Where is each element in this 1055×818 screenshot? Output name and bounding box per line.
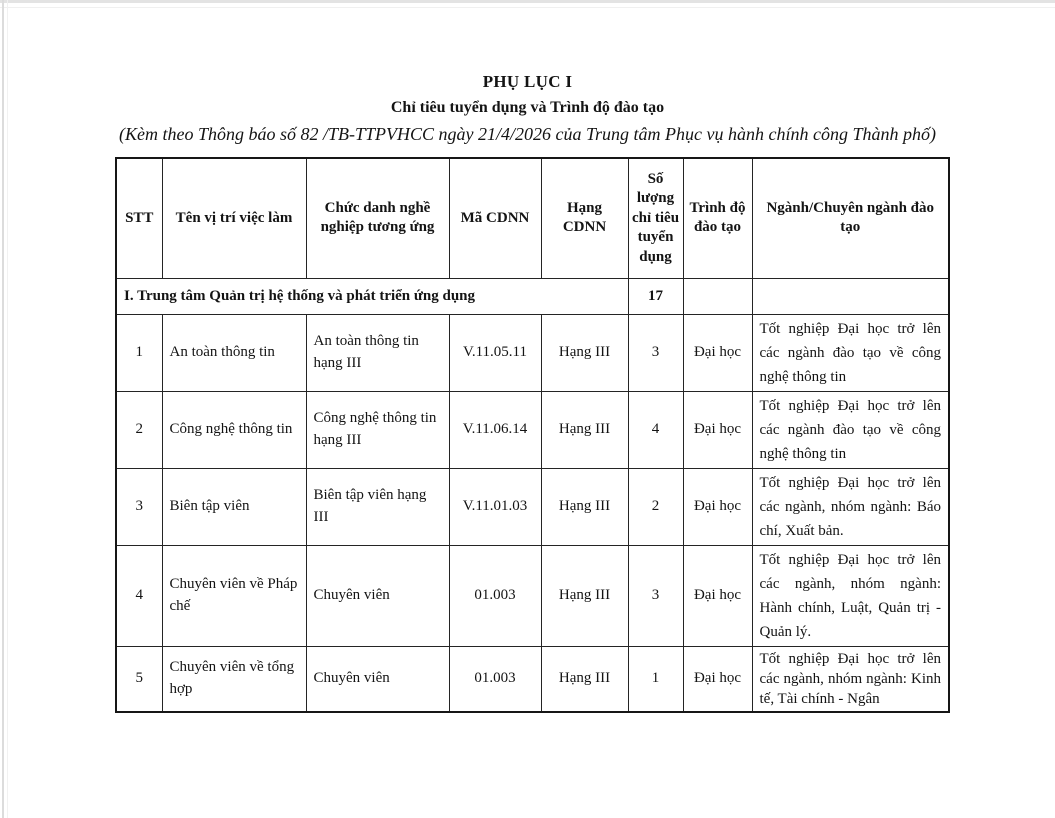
cell-rank: Hạng III (541, 314, 628, 391)
cell-quota: 3 (628, 545, 683, 646)
cell-quota: 3 (628, 314, 683, 391)
cell-quota: 4 (628, 391, 683, 468)
cell-level: Đại học (683, 314, 752, 391)
header-cell-level: Trình độ đào tạo (683, 158, 752, 278)
cell-stt: 4 (116, 545, 162, 646)
cell-stt: 3 (116, 468, 162, 545)
cell-major: Tốt nghiệp Đại học trở lên các ngành đào tạo về công nghệ thông tin (752, 391, 949, 468)
cell-rank: Hạng III (541, 391, 628, 468)
header-cell-rank: Hạng CDNN (541, 158, 628, 278)
cell-quota: 2 (628, 468, 683, 545)
section-row (116, 278, 949, 314)
table-row (116, 391, 949, 468)
header-cell-position: Tên vị trí việc làm (162, 158, 306, 278)
table-header-row (116, 158, 949, 278)
cell-title: Biên tập viên hạng III (306, 468, 449, 545)
header-cell-major: Ngành/Chuyên ngành đào tạo (752, 158, 949, 278)
cell-code: V.11.06.14 (449, 391, 541, 468)
title-block (0, 72, 1055, 145)
cell-title: Công nghệ thông tin hạng III (306, 391, 449, 468)
cell-major: Tốt nghiệp Đại học trở lên các ngành, nhóm ngành: Hành chính, Luật, Quản trị - Quản lý. (752, 545, 949, 646)
table-row (116, 468, 949, 545)
cell-position: An toàn thông tin (162, 314, 306, 391)
section-empty-level (683, 278, 752, 314)
cell-stt: 1 (116, 314, 162, 391)
header-cell-code: Mã CDNN (449, 158, 541, 278)
recruitment-table (115, 157, 950, 713)
cell-rank: Hạng III (541, 468, 628, 545)
cell-position: Chuyên viên về tổng hợp (162, 646, 306, 712)
section-empty-major (752, 278, 949, 314)
cell-level: Đại học (683, 646, 752, 712)
cell-rank: Hạng III (541, 545, 628, 646)
cell-code: V.11.01.03 (449, 468, 541, 545)
cell-rank: Hạng III (541, 646, 628, 712)
cell-stt: 5 (116, 646, 162, 712)
cell-level: Đại học (683, 468, 752, 545)
header-cell-title: Chức danh nghề nghiệp tương ứng (306, 158, 449, 278)
table-row (116, 646, 949, 712)
cell-position: Biên tập viên (162, 468, 306, 545)
page-note: (Kèm theo Thông báo số 82 /TB-TTPVHCC ngày 21/4/2026 của Trung tâm Phục vụ hành chính công Thành phố) (119, 124, 936, 144)
section-label: I. Trung tâm Quản trị hệ thống và phát triển ứng dụng (116, 278, 628, 314)
cell-major: Tốt nghiệp Đại học trở lên các ngành đào tạo về công nghệ thông tin (752, 314, 949, 391)
cell-level: Đại học (683, 391, 752, 468)
cell-major: Tốt nghiệp Đại học trở lên các ngành, nhóm ngành: Kinh tế, Tài chính - Ngân (752, 646, 949, 712)
header-cell-quota: Số lượng chỉ tiêu tuyển dụng (628, 158, 683, 278)
cell-code: 01.003 (449, 646, 541, 712)
table-row (116, 314, 949, 391)
cell-quota: 1 (628, 646, 683, 712)
cell-title: Chuyên viên (306, 646, 449, 712)
table-row (116, 545, 949, 646)
header-cell-stt: STT (116, 158, 162, 278)
cell-title: An toàn thông tin hạng III (306, 314, 449, 391)
cell-code: V.11.05.11 (449, 314, 541, 391)
page-edge-top-inner (0, 7, 1055, 8)
cell-level: Đại học (683, 545, 752, 646)
cell-code: 01.003 (449, 545, 541, 646)
section-quota: 17 (628, 278, 683, 314)
page-title: PHỤ LỤC I (482, 72, 573, 91)
cell-title: Chuyên viên (306, 545, 449, 646)
cell-position: Chuyên viên về Pháp chế (162, 545, 306, 646)
cell-stt: 2 (116, 391, 162, 468)
cell-major: Tốt nghiệp Đại học trở lên các ngành, nhóm ngành: Báo chí, Xuất bản. (752, 468, 949, 545)
page-subtitle: Chỉ tiêu tuyển dụng và Trình độ đào tạo (390, 99, 665, 116)
cell-position: Công nghệ thông tin (162, 391, 306, 468)
page-edge-top (0, 0, 1055, 3)
